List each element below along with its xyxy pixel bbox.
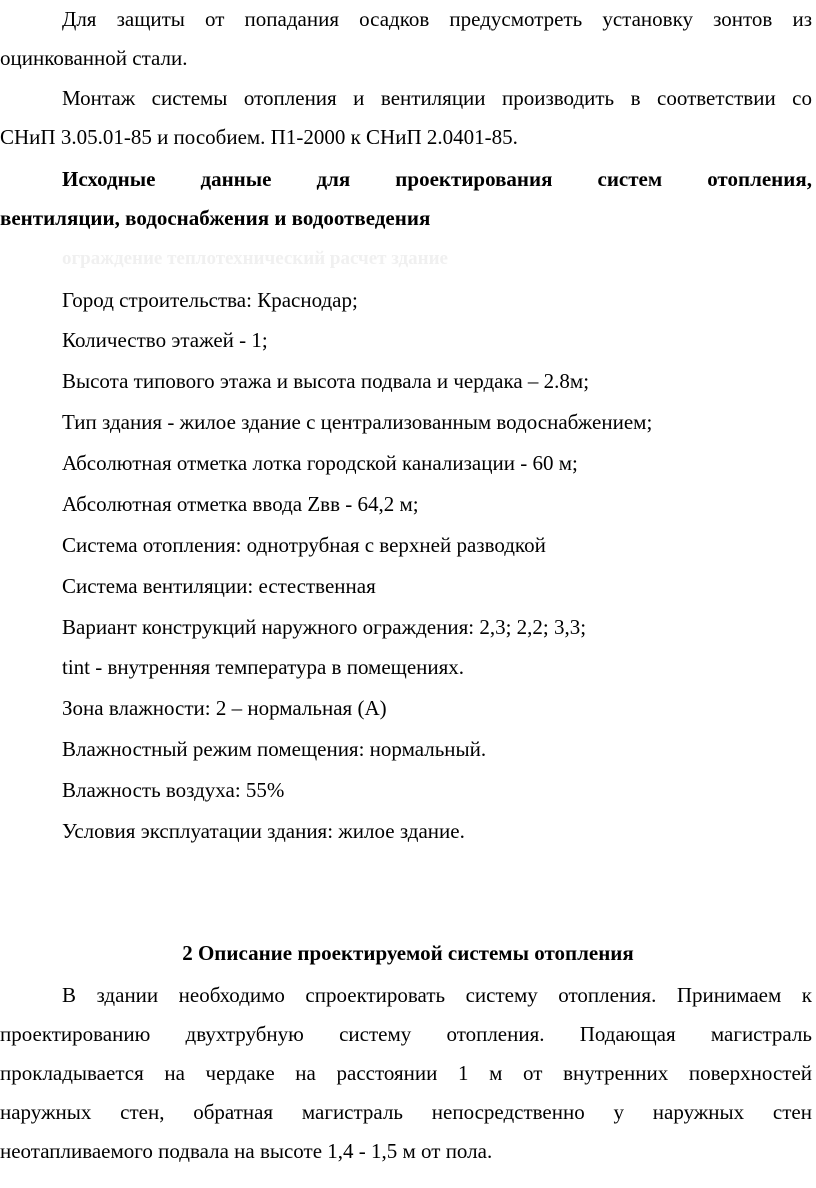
para2-line1: Монтаж системы отопления и вентиляции производить в соответствии со <box>62 86 812 110</box>
data-line: Абсолютная отметка ввода Zвв - 64,2 м; <box>62 492 419 516</box>
data-line: Влажностный режим помещения: нормальный. <box>62 737 487 761</box>
data-line: Зона влажности: 2 – нормальная (А) <box>62 696 387 720</box>
section-heading-line2: вентиляции, водоснабжения и водоотведения <box>0 206 431 230</box>
data-line: Количество этажей - 1; <box>62 328 268 352</box>
data-line: tint - внутренняя температура в помещениях. <box>62 655 465 679</box>
section2-line: В здании необходимо спроектировать систему отопления. Принимаем к <box>62 983 812 1007</box>
data-line: Влажность воздуха: 55% <box>62 778 285 802</box>
data-line: Система вентиляции: естественная <box>62 574 376 598</box>
para2-line2: СНиП 3.05.01-85 и пособием. П1-2000 к СНиП 2.0401-85. <box>0 125 518 149</box>
data-line: Условия эксплуатации здания: жилое здание. <box>62 819 465 843</box>
para1-line1: Для защиты от попадания осадков предусмотреть установку зонтов из <box>62 7 812 31</box>
para1-line2: оцинкованной стали. <box>0 46 188 70</box>
data-line: Тип здания - жилое здание с централизованным водоснабжением; <box>62 410 653 434</box>
section2-line: наружных стен, обратная магистраль непосредственно у наружных стен <box>0 1100 812 1124</box>
section2-line: прокладывается на чердаке на расстоянии 1 м от внутренних поверхностей <box>0 1061 812 1085</box>
data-line: Система отопления: однотрубная с верхней разводкой <box>62 533 546 557</box>
section2-heading: 2 Описание проектируемой системы отопления <box>182 941 634 965</box>
section2-line: неотапливаемого подвала на высоте 1,4 - 1,5 м от пола. <box>0 1139 493 1163</box>
data-line: Вариант конструкций наружного ограждения: 2,3; 2,2; 3,3; <box>62 615 587 639</box>
section2-line: проектированию двухтрубную систему отопления. Подающая магистраль <box>0 1022 812 1046</box>
data-line: Высота типового этажа и высота подвала и чердака – 2.8м; <box>62 369 590 393</box>
data-line: Город строительства: Краснодар; <box>62 288 358 312</box>
faint-watermark-text: ограждение теплотехнический расчет здание <box>62 248 448 269</box>
section-heading-line1: Исходные данные для проектирования систем отопления, <box>62 167 812 191</box>
data-line: Абсолютная отметка лотка городской канализации - 60 м; <box>62 451 578 475</box>
